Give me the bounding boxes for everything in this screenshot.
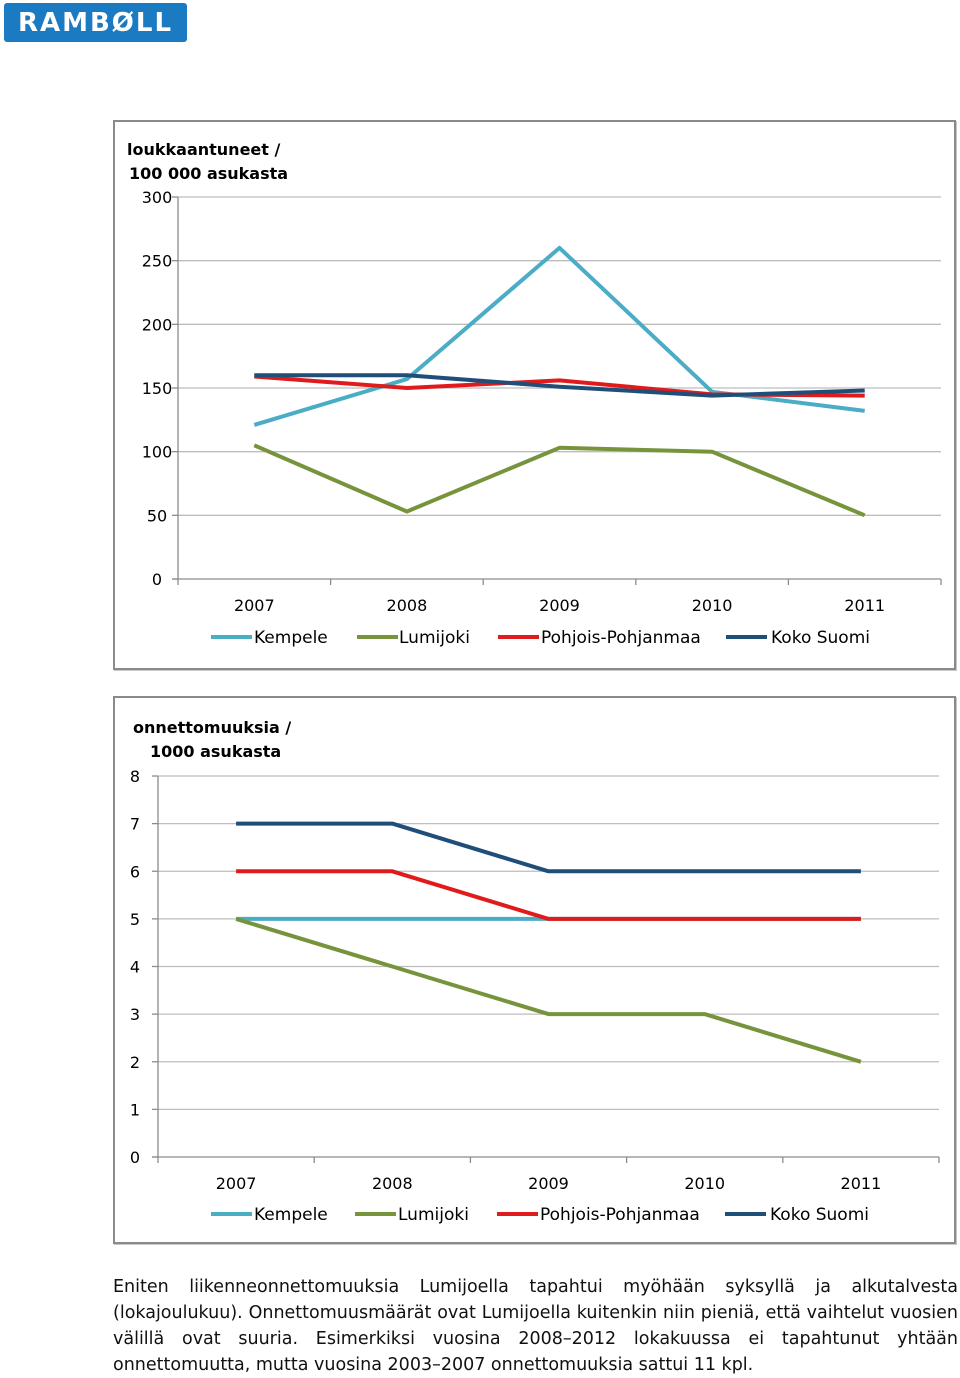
logo-text: RAMBØLL — [17, 7, 174, 38]
legend-label: Kempele — [254, 1205, 328, 1225]
x-tick-label: 2011 — [844, 596, 886, 615]
y-axis-label: 1000 asukasta — [150, 742, 282, 761]
y-tick-label: 250 — [141, 251, 173, 271]
y-tick-label: 0 — [129, 1148, 141, 1167]
x-tick-label: 2011 — [840, 1174, 882, 1193]
ramboll-logo — [4, 3, 187, 42]
legend-label: Lumijoki — [398, 1205, 469, 1225]
series-line-koko-suomi — [236, 824, 861, 872]
x-tick-label: 2009 — [539, 596, 580, 615]
series-line-koko-suomi — [254, 375, 864, 395]
y-tick-label: 5 — [129, 909, 141, 929]
accidents-chart-svg — [115, 698, 958, 1246]
x-tick-label: 2007 — [215, 1174, 257, 1193]
y-tick-label: 200 — [141, 315, 173, 335]
y-tick-label: 3 — [129, 1005, 141, 1025]
x-tick-label: 2007 — [233, 596, 275, 615]
y-tick-label: 6 — [129, 862, 141, 882]
y-axis-label: loukkaantuneet / — [127, 140, 281, 159]
y-tick-label: 8 — [129, 767, 141, 786]
y-tick-label: 2 — [129, 1052, 141, 1072]
y-tick-label: 300 — [141, 188, 173, 207]
y-tick-label: 50 — [146, 506, 168, 526]
legend-label: Koko Suomi — [770, 1205, 869, 1225]
legend-label: Koko Suomi — [771, 628, 870, 648]
series-line-kempele — [254, 248, 864, 425]
legend-label: Pohjois-Pohjanmaa — [541, 628, 701, 648]
y-tick-label: 100 — [141, 442, 173, 462]
injuries-chart-svg — [115, 122, 958, 672]
y-tick-label: 7 — [129, 814, 141, 834]
x-tick-label: 2008 — [386, 596, 428, 615]
caption-text: Eniten liikenneonnettomuuksia Lumijoella tapahtui myöhään syksyllä ja alkutalvesta (lokajoulukuu). Onnettomuusmäärät ovat Lumijoella kuitenkin niin pieniä, että vaihtelut vuosien välillä ovat suuria. Esimerkiksi vuosina 2008–2012 lokakuussa ei tapahtunut yhtään onnettomuutta, mutta vuosina 2003–2007 onnettomuuksia sattui 11 kpl. — [113, 1277, 958, 1375]
y-tick-label: 1 — [129, 1100, 141, 1120]
y-tick-label: 4 — [129, 957, 141, 977]
series-line-lumijoki — [254, 445, 864, 515]
x-tick-label: 2010 — [691, 596, 733, 615]
injuries-chart — [113, 120, 956, 670]
x-tick-label: 2010 — [684, 1174, 726, 1193]
x-tick-label: 2009 — [528, 1174, 569, 1193]
caption — [113, 1274, 958, 1378]
x-tick-label: 2008 — [371, 1174, 413, 1193]
y-axis-label: 100 000 asukasta — [129, 164, 289, 183]
legend-label: Kempele — [254, 628, 328, 648]
legend-label: Lumijoki — [399, 628, 470, 648]
y-tick-label: 0 — [151, 570, 163, 589]
y-axis-label: onnettomuuksia / — [133, 718, 292, 737]
y-tick-label: 150 — [141, 379, 173, 398]
accidents-chart — [113, 696, 956, 1244]
legend-label: Pohjois-Pohjanmaa — [540, 1205, 700, 1225]
series-line-lumijoki — [236, 919, 861, 1062]
series-line-pohjois-pohjanmaa — [236, 871, 861, 919]
